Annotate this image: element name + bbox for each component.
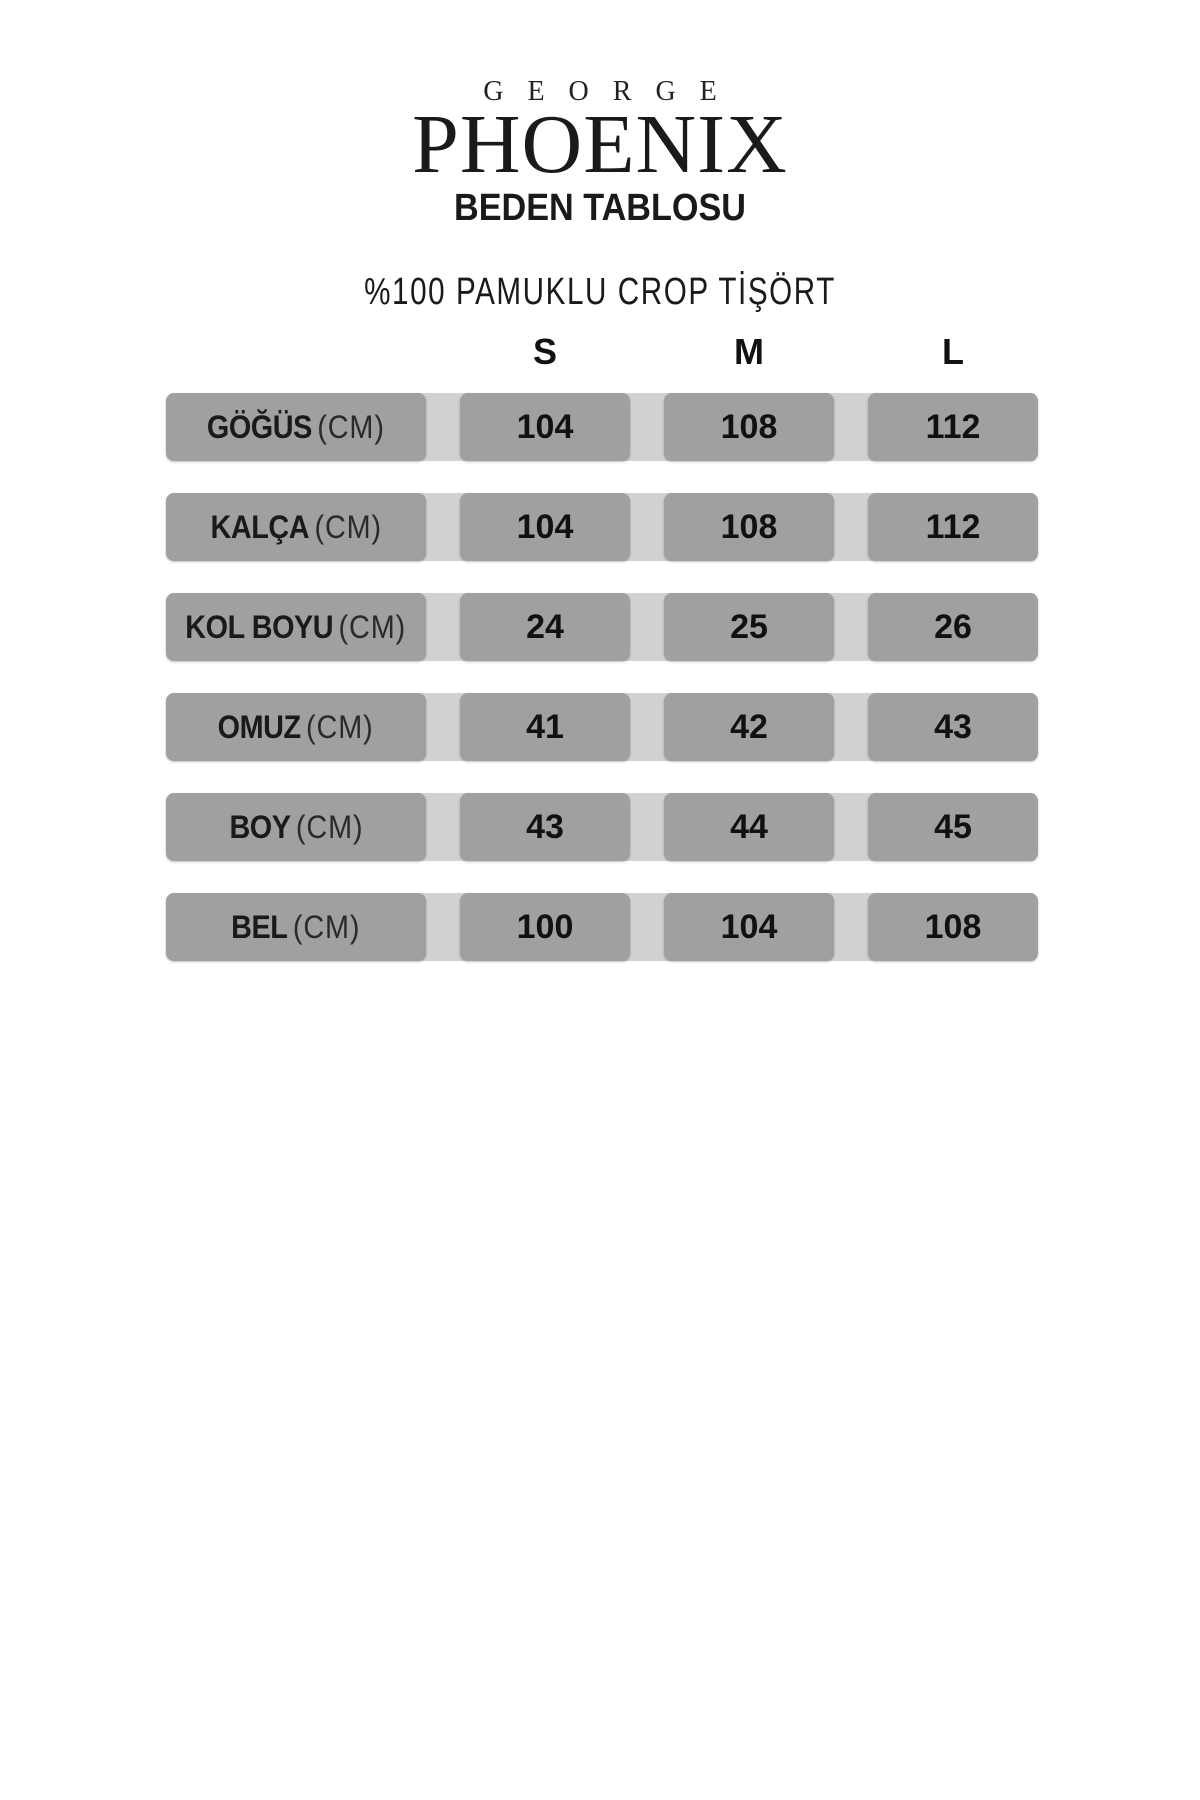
brand-logo-main: PHOENIX [412,98,788,191]
value-cell-s: 100 [460,893,630,961]
row-label: KALÇA [210,508,309,545]
table-row [166,493,1036,561]
row-label: BEL [231,908,288,945]
row-unit: (CM) [295,808,364,845]
row-label: BOY [228,808,291,845]
value-cell-l: 45 [868,793,1038,861]
value-cell-m: 104 [664,893,834,961]
value-cell-m: 42 [664,693,834,761]
row-unit: (CM) [306,708,374,745]
value-cell-l: 112 [868,393,1038,461]
table-row [166,893,1036,961]
row-unit: (CM) [293,908,361,945]
table-row [166,593,1036,661]
product-title: %100 PAMUKLU CROP TİŞÖRT [364,271,836,313]
row-label-cell [166,493,426,561]
size-header-l: L [942,331,964,372]
table-row [166,393,1036,461]
value-cell-s: 24 [460,593,630,661]
row-label-cell [166,393,426,461]
row-label: KOL BOYU [185,608,334,645]
value-cell-s: 104 [460,493,630,561]
value-cell-l: 112 [868,493,1038,561]
row-label-cell [166,593,426,661]
row-label-cell [166,693,426,761]
value-cell-l: 26 [868,593,1038,661]
value-cell-m: 108 [664,393,834,461]
row-label-cell [166,793,426,861]
table-row [166,693,1036,761]
row-label: GÖĞÜS [207,408,312,445]
value-cell-l: 43 [868,693,1038,761]
row-unit: (CM) [338,608,407,645]
brand-logo-top: GEORGE [483,76,741,107]
row-label-cell [166,893,426,961]
value-cell-m: 108 [664,493,834,561]
table-row [166,793,1036,861]
value-cell-m: 25 [664,593,834,661]
row-unit: (CM) [314,508,382,545]
row-label: OMUZ [218,708,302,745]
row-unit: (CM) [317,408,385,445]
value-cell-l: 108 [868,893,1038,961]
value-cell-m: 44 [664,793,834,861]
value-cell-s: 43 [460,793,630,861]
value-cell-s: 104 [460,393,630,461]
page-title: BEDEN TABLOSU [454,187,746,229]
value-cell-s: 41 [460,693,630,761]
size-header-m: M [734,331,764,372]
size-header-s: S [532,331,557,372]
